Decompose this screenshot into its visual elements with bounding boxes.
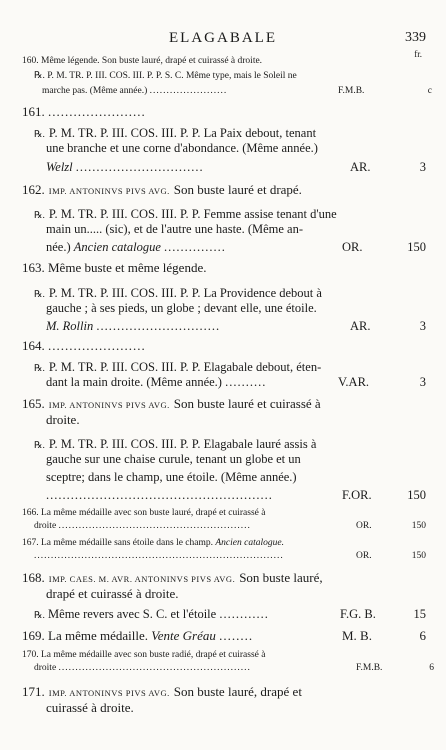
leader-dots: ....................... — [149, 86, 228, 96]
coin-legend: IMP. ANTONINVS PIVS AVG. — [48, 186, 170, 196]
leader-dots: ............ — [219, 607, 269, 621]
reverse-text: Même revers avec S. C. et l'étoile — [48, 607, 217, 621]
reverse-text: née.) — [46, 240, 71, 254]
reverse-168 — [34, 607, 446, 622]
entry-171 — [22, 682, 446, 701]
currency-unit: fr. — [414, 49, 422, 59]
price-160: c — [427, 86, 432, 96]
metal-169: M. B. — [342, 628, 372, 643]
reverse-text: P. M. TR. P. III. COS. III. P. P. Femme assise tenant d'une — [48, 207, 337, 221]
coin-legend: IMP. ANTONINVS PIVS AVG. — [48, 688, 170, 698]
leader-dots: ............................... — [75, 160, 204, 174]
source: Ancien catalogue. — [215, 538, 284, 548]
entry-text: drapé et cuirassé à droite. — [46, 586, 179, 601]
entry-167 — [22, 538, 446, 549]
price-167: 150 — [411, 551, 426, 561]
reverse-text: P. M. TR. P. III. COS. III. P. P. Elagabale lauré assis à — [48, 437, 317, 451]
metal-163: AR. — [350, 319, 371, 333]
page-title: ELAGABALE — [169, 30, 277, 46]
entry-text: Même buste et même légende. — [48, 260, 207, 275]
reverse-161-source — [46, 160, 446, 175]
reverse-mark: ℞. — [34, 130, 45, 140]
entry-number: 165. — [22, 396, 45, 411]
price-169: 6 — [419, 628, 426, 643]
metal-165: F.OR. — [342, 488, 372, 502]
reverse-165-dots — [46, 488, 446, 503]
entry-number: 160. — [22, 56, 39, 66]
reverse-165 — [34, 434, 446, 453]
reverse-text: gauche ; à ses pieds, un globe ; devant elle, une étoile. — [46, 301, 317, 315]
reverse-mark: ℞. — [34, 441, 45, 451]
metal-168: F.G. B. — [340, 607, 376, 621]
reverse-mark: ℞. — [34, 290, 45, 300]
entry-text: droite. — [46, 412, 80, 427]
coin-legend: IMP. CAES. M. AVR. ANTONINVS PIVS AVG. — [48, 574, 236, 584]
price-164: 3 — [419, 375, 426, 389]
metal-167: OR. — [356, 551, 372, 561]
price-161: 3 — [419, 160, 426, 174]
entry-number: 162. — [22, 182, 45, 197]
reverse-text: dant la main droite. (Même année.) — [46, 375, 222, 389]
leader-dots: ......................................................... — [58, 521, 251, 531]
reverse-160-cont — [42, 86, 446, 97]
entry-163 — [22, 260, 446, 276]
reverse-161 — [34, 123, 446, 142]
price-165: 150 — [407, 488, 426, 502]
entry-text: Son buste lauré et drapé. — [173, 182, 302, 197]
reverse-mark: ℞. — [34, 71, 45, 81]
entry-164 — [22, 338, 446, 354]
reverse-text: sceptre; dans le champ, une étoile. (Même année.) — [46, 470, 297, 484]
entry-165 — [22, 394, 446, 413]
entry-170 — [22, 650, 446, 661]
leader-dots: .............................. — [96, 319, 221, 333]
entry-165-cont — [46, 412, 446, 428]
entry-text: Son buste lauré et cuirassé à — [173, 396, 321, 411]
entry-166 — [22, 508, 446, 519]
entry-169 — [22, 628, 446, 644]
metal-170: F.M.B. — [356, 663, 383, 673]
entry-text: La même médaille avec son buste lauré, drapé et cuirassé à — [41, 508, 266, 518]
source: Ancien catalogue — [73, 240, 161, 254]
entry-number: 167. — [22, 538, 39, 548]
entry-number: 161. — [22, 104, 45, 119]
reverse-165-cont2 — [46, 470, 446, 485]
page-number: 339 — [405, 30, 426, 45]
entry-number: 166. — [22, 508, 39, 518]
reverse-160 — [34, 71, 446, 82]
entry-text: droite — [34, 521, 57, 531]
entry-text: cuirassé à droite. — [46, 700, 134, 715]
reverse-text: gauche sur une chaise curule, tenant un globe et un — [46, 452, 301, 466]
price-168: 15 — [413, 607, 426, 621]
entry-text: La même médaille avec son buste radié, drapé et cuirassé à — [41, 650, 266, 660]
reverse-mark: ℞. — [34, 611, 45, 621]
leader-dots: ....................................................... — [46, 488, 273, 502]
source: Welzl — [46, 160, 73, 174]
entry-text: Son buste lauré, drapé et — [173, 684, 302, 699]
reverse-text: une branche et une corne d'abondance. (Même année.) — [46, 141, 318, 155]
reverse-163-cont — [46, 301, 446, 316]
entry-number: 164. — [22, 338, 45, 353]
reverse-163-source — [46, 319, 446, 334]
reverse-mark: ℞. — [34, 364, 45, 374]
metal-164: V.AR. — [338, 375, 370, 389]
leader-dots: ........ — [219, 628, 254, 643]
reverse-165-cont — [46, 452, 446, 467]
metal-161: AR. — [350, 160, 371, 174]
price-170: 6 — [429, 663, 434, 673]
leader-dots: .......... — [225, 375, 267, 389]
entry-161 — [22, 104, 446, 120]
metal-166: OR. — [356, 521, 372, 531]
entry-text: Son buste lauré, — [239, 570, 323, 585]
reverse-text: main un..... (sic), et de l'autre une haste. (Même an- — [46, 222, 304, 236]
entry-162 — [22, 180, 446, 199]
reverse-text: P. M. TR. P. III. COS. III. P. P. Elagabale debout, éten- — [48, 360, 322, 374]
entry-text: droite — [34, 663, 57, 673]
entry-number: 169. — [22, 628, 45, 643]
source: Vente Gréau — [151, 628, 216, 643]
entry-text: La même médaille. — [48, 628, 148, 643]
reverse-162-source — [46, 240, 446, 255]
reverse-mark: ℞. — [34, 211, 45, 221]
reverse-163 — [34, 283, 446, 302]
price-166: 150 — [411, 521, 426, 531]
entry-171-cont — [46, 700, 446, 716]
entry-number: 163. — [22, 260, 45, 275]
entry-167-dots — [34, 551, 446, 562]
reverse-text: P. M. TR. P. III. COS. III. P. P. La Providence debout à — [48, 286, 322, 300]
leader-dots: ............... — [164, 240, 226, 254]
entry-160 — [22, 56, 446, 67]
entry-170-cont — [34, 663, 446, 674]
entry-number: 171. — [22, 684, 45, 699]
coin-legend: IMP. ANTONINVS PIVS AVG. — [48, 400, 170, 410]
entry-number: 170. — [22, 650, 39, 660]
reverse-text: P. M. TR. P. III. COS. III. P. P. La Paix debout, tenant — [48, 126, 317, 140]
reverse-164 — [34, 357, 446, 376]
metal-160: F.M.B. — [338, 86, 365, 96]
leader-dots: ....................... — [48, 104, 146, 119]
reverse-162 — [34, 204, 446, 223]
reverse-text: marche pas. (Même année.) — [42, 86, 148, 96]
leader-dots: ......................................................... — [58, 663, 251, 673]
metal-162: OR. — [342, 240, 363, 254]
entry-166-cont — [34, 521, 446, 532]
entry-number: 168. — [22, 570, 45, 585]
reverse-162-cont — [46, 222, 446, 237]
entry-text: La même médaille sans étoile dans le champ. — [41, 538, 213, 548]
entry-text: Même légende. Son buste lauré, drapé et cuirassé à droite. — [41, 56, 263, 66]
reverse-164-cont — [46, 375, 446, 390]
source: M. Rollin — [46, 319, 94, 333]
leader-dots: ....................... — [48, 338, 146, 353]
leader-dots: .......................................................................... — [34, 551, 284, 561]
entry-168-cont — [46, 586, 446, 602]
price-162: 150 — [407, 240, 426, 254]
reverse-161-cont — [46, 141, 446, 156]
entry-168 — [22, 568, 446, 587]
reverse-text: P. M. TR. P. III. COS. III. P. P. S. C. Même type, mais le Soleil ne — [47, 71, 297, 81]
price-163: 3 — [419, 319, 426, 333]
